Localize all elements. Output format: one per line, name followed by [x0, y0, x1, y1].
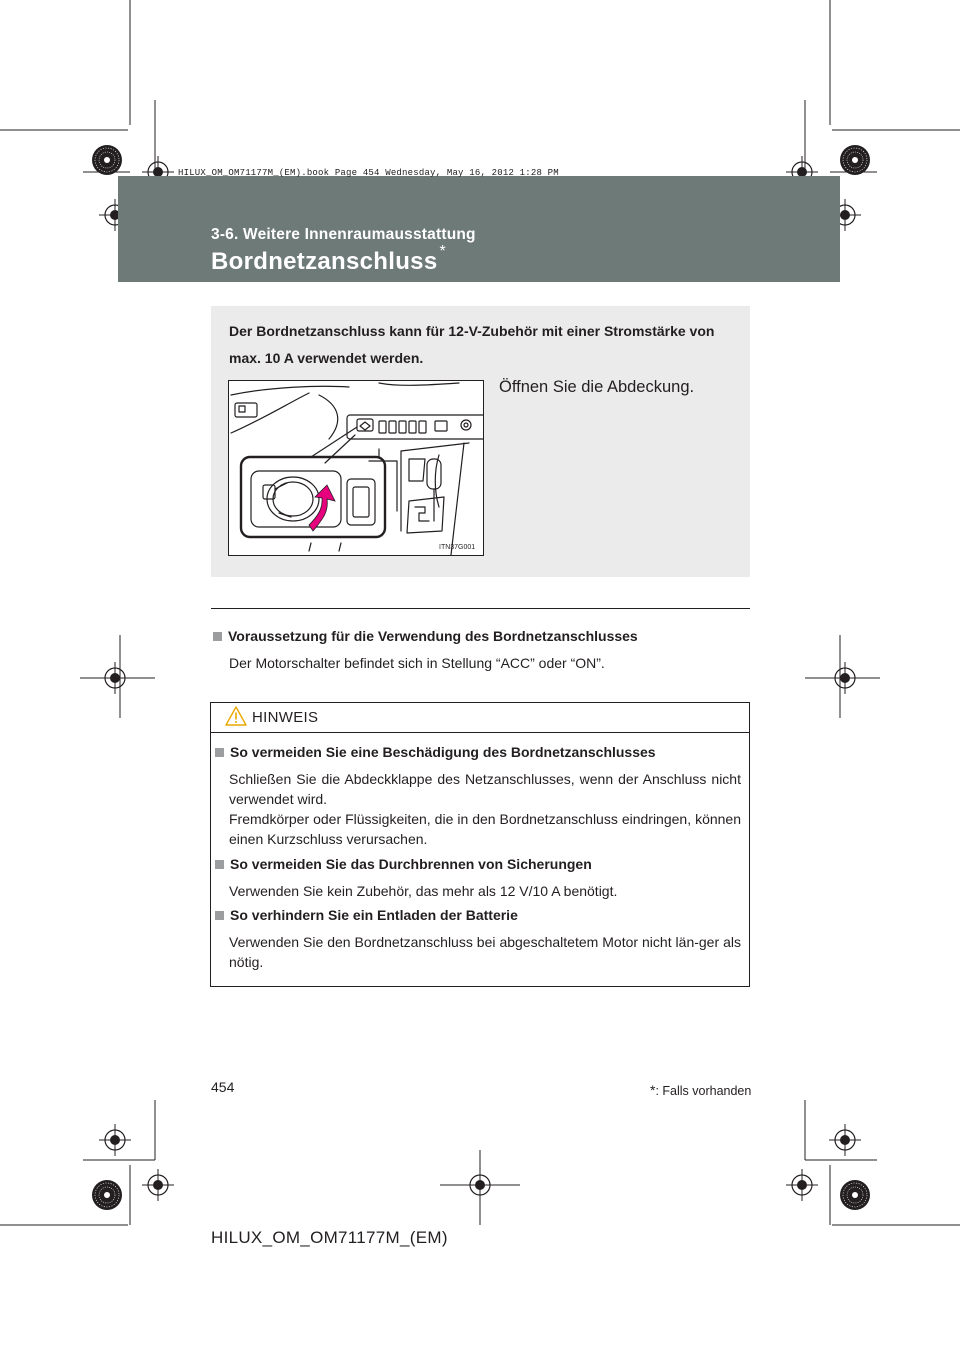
footnote — [650, 1082, 750, 1098]
notice-heading-fuses — [215, 856, 592, 872]
condition-heading-text: Voraussetzung für die Verwendung des Bordnetzanschlusses — [228, 628, 638, 644]
page-number: 454 — [211, 1079, 235, 1095]
asterisk-icon: * — [650, 1082, 656, 1098]
notice-title: HINWEIS — [252, 709, 319, 726]
notice-body: Schließen Sie die Abdeckklappe des Netzanschlusses, wenn der Anschluss nicht verwendet wird. — [229, 771, 741, 807]
notice-body: Fremdkörper oder Flüssigkeiten, die in den Bordnetzanschluss eindringen, können einen Kurzschluss verursachen. — [229, 811, 741, 847]
footnote-text: : Falls vorhanden — [655, 1084, 752, 1098]
warning-triangle-icon — [225, 706, 247, 726]
notice-heading-text: So vermeiden Sie das Durchbrennen von Sicherungen — [230, 856, 592, 872]
section-label: 3-6. Weitere Innenraumausstattung — [211, 226, 476, 243]
divider — [211, 608, 750, 609]
square-bullet-icon — [215, 748, 224, 757]
notice-heading-battery — [215, 907, 518, 923]
notice-heading-text: So verhindern Sie ein Entladen der Batterie — [230, 907, 518, 923]
dashboard-illustration — [229, 381, 483, 555]
notice-heading-text: So vermeiden Sie eine Beschädigung des Bordnetzanschlusses — [230, 744, 656, 760]
condition-body: Der Motorschalter befindet sich in Stellung “ACC” oder “ON”. — [229, 655, 605, 671]
square-bullet-icon — [213, 632, 222, 641]
notice-body: Verwenden Sie kein Zubehör, das mehr als 12 V/10 A benötigt. — [229, 883, 618, 899]
square-bullet-icon — [215, 911, 224, 920]
figure-code: ITN37G001 — [439, 544, 476, 551]
notice-body: Verwenden Sie den Bordnetzanschluss bei abgeschaltetem Motor nicht län-ger als nötig. — [229, 934, 741, 970]
notice-heading-damage — [215, 744, 656, 760]
figure-power-outlet — [228, 380, 484, 556]
intro-text: Der Bordnetzanschluss kann für 12-V-Zubehör mit einer Stromstärke von max. 10 A verwendet werden. — [229, 323, 715, 366]
optional-marker: * — [439, 243, 447, 260]
figure-caption: Öffnen Sie die Abdeckung. — [499, 378, 695, 396]
page-title-text: Bordnetzanschluss — [211, 248, 438, 275]
print-info: HILUX_OM_OM71177M_(EM).book Page 454 Wednesday, May 16, 2012 1:28 PM — [178, 168, 559, 178]
condition-heading — [213, 628, 638, 644]
document-code: HILUX_OM_OM71177M_(EM) — [211, 1228, 448, 1247]
page-title — [211, 243, 447, 276]
square-bullet-icon — [215, 860, 224, 869]
